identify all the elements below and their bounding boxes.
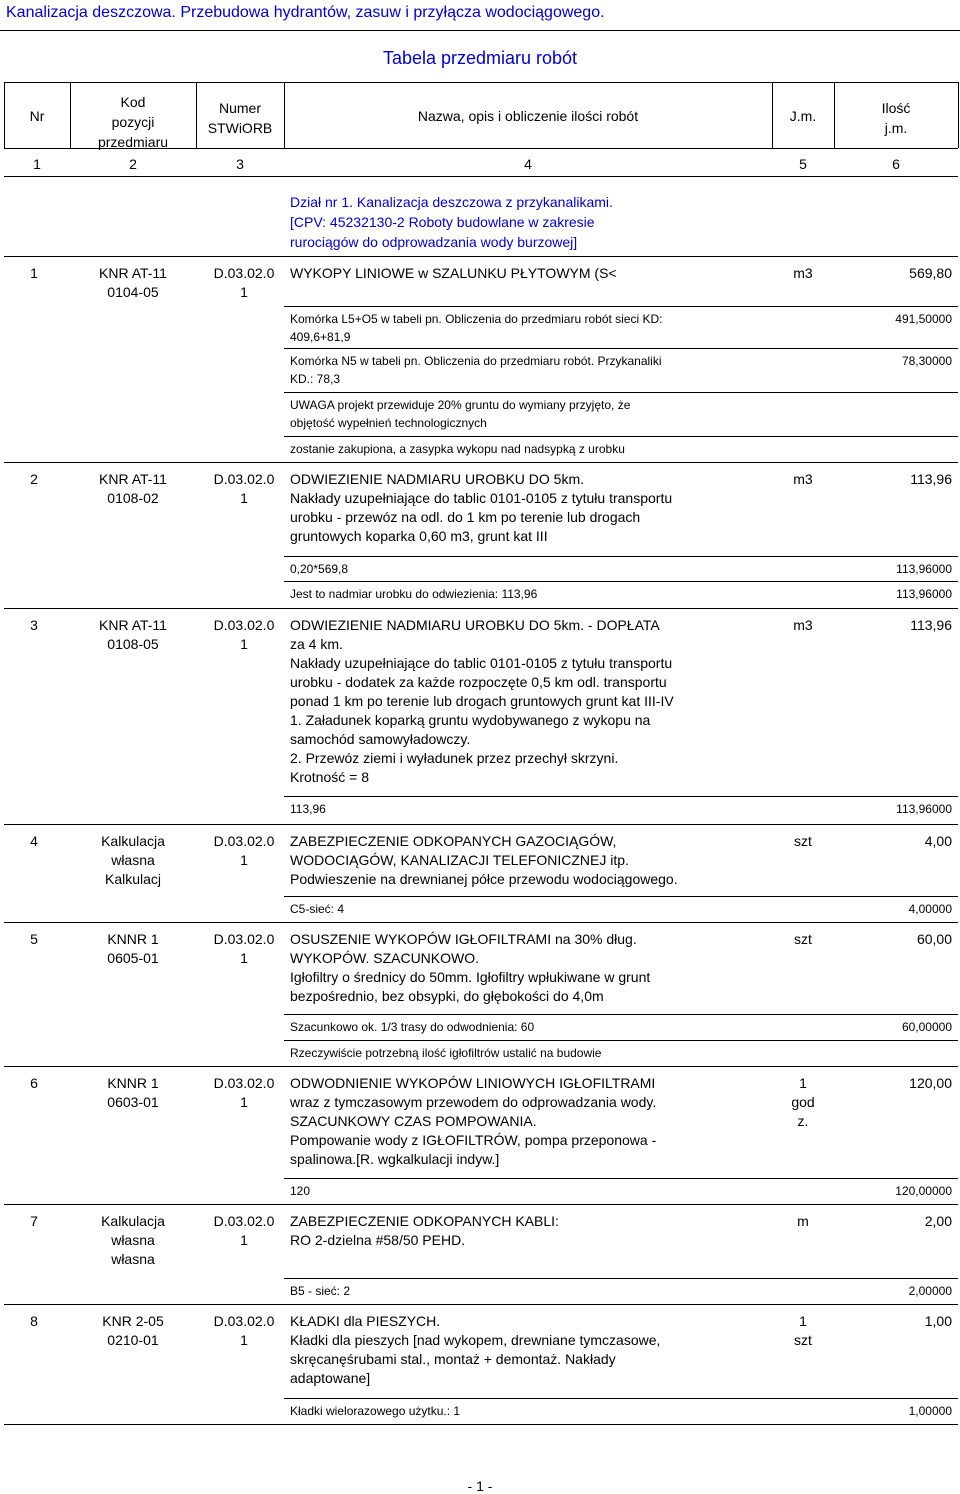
column-number: 2: [129, 156, 137, 172]
row-border: [4, 1424, 958, 1425]
document-header: Kanalizacja deszczowa. Przebudowa hydrantów, zasuw i przyłącza wodociągowego.: [6, 4, 605, 21]
item-name: ZABEZPIECZENIE ODKOPANYCH GAZOCIĄGÓW, WODOCIĄGÓW, KANALIZACJI TELEFONICZNEJ itp. Podwieszenie na drewnianej półce przewodu wodociągowego.: [290, 833, 678, 887]
item-code: KNR AT-11 0108-05: [99, 617, 167, 652]
item-quantity: 113,96: [910, 471, 952, 487]
calc-value: 2,00000: [908, 1284, 952, 1298]
header-column-divider: [834, 82, 835, 148]
calc-divider: [284, 348, 958, 349]
item-name: ODWODNIENIE WYKOPÓW LINIOWYCH IGŁOFILTRAMI wraz z tymczasowym przewodem do odprowadzania wody. SZACUNKOWY CZAS POMPOWANIA. Pompowanie wody z IGŁOFILTRÓW, pompa przeponowa - spalinowa.[R. wgkalkulacji indyw.]: [290, 1075, 657, 1167]
calc-divider: [284, 1278, 958, 1279]
item-name: KŁADKI dla PIESZYCH. Kładki dla pieszych [nad wykopem, drewniane tymczasowe, skręcanęśrubami stal., montaż + demontaż. Nakłady adaptowane]: [290, 1313, 661, 1386]
header-bottom-border: [4, 148, 958, 149]
item-stwiorb: D.03.02.0 1: [213, 1213, 275, 1248]
item-quantity: 569,80: [909, 265, 952, 281]
item-code: KNNR 1 0605-01: [107, 931, 159, 966]
item-stwiorb: D.03.02.0 1: [213, 265, 275, 300]
header-column-divider: [958, 82, 959, 148]
page-number: - 1 -: [467, 1478, 493, 1494]
calc-description: Rzeczywiście potrzebną ilość igłofiltrów ustalić na budowie: [290, 1046, 602, 1060]
item-name: ODWIEZIENIE NADMIARU UROBKU DO 5km. Nakłady uzupełniające do tablic 0101-0105 z tytułu transportu urobku - przewóz na odl. do 1 km po terenie lub drogach gruntowych koparka 0,60 m3, grunt kat III: [290, 471, 673, 544]
item-stwiorb: D.03.02.0 1: [213, 617, 275, 652]
item-name: ODWIEZIENIE NADMIARU UROBKU DO 5km. - DOPŁATA za 4 km. Nakłady uzupełniające do tablic 0101-0105 z tytułu transportu urobku - dodatek za każde rozpoczęte 0,5 km odl. transportu ponad 1 km po terenie lub drogach gruntowych grunt kat III-IV 1. Załadunek koparką gruntu wydobywanego z wykopu na samochód samowyładowczy. 2. Przewóz ziemi i wyładunek przez przechył skrzyni. Krotność = 8: [290, 617, 674, 785]
item-stwiorb: D.03.02.0 1: [213, 1313, 275, 1348]
calc-value: 120,00000: [895, 1184, 952, 1198]
item-number: 4: [30, 833, 38, 849]
item-name: WYKOPY LINIOWE w SZALUNKU PŁYTOWYM (S<: [290, 265, 617, 281]
calc-description: C5-sieć: 4: [290, 902, 345, 916]
row-border: [4, 462, 958, 463]
calc-value: 113,96000: [896, 562, 952, 576]
item-code: Kalkulacja własna własna: [101, 1213, 165, 1267]
row-border: [4, 824, 958, 825]
item-code: Kalkulacja własna Kalkulacj: [101, 833, 165, 887]
section-border: [4, 256, 958, 257]
header-top-border: [4, 82, 958, 83]
calc-description: zostanie zakupiona, a zasypka wykopu nad nadsypką z urobku: [290, 442, 625, 456]
calc-description: Szacunkowo ok. 1/3 trasy do odwodnienia: 60: [290, 1020, 535, 1034]
item-unit: m3: [793, 471, 813, 487]
calc-value: 60,00000: [901, 1020, 952, 1034]
header-column-divider: [70, 82, 71, 148]
item-code: KNR 2-05 0210-01: [102, 1313, 164, 1348]
calc-divider: [284, 556, 958, 557]
calc-divider: [284, 1040, 958, 1041]
calc-value: 4,00000: [908, 902, 952, 916]
row-border: [4, 1066, 958, 1067]
column-header-nazwa: Nazwa, opis i obliczenie ilości robót: [417, 108, 639, 124]
calc-value: 113,96000: [896, 802, 952, 816]
calc-divider: [284, 436, 958, 437]
item-number: 8: [30, 1313, 38, 1329]
item-stwiorb: D.03.02.0 1: [213, 833, 275, 868]
column-number: 4: [524, 156, 532, 172]
calc-divider: [284, 306, 958, 307]
row-border: [4, 922, 958, 923]
item-unit: m3: [793, 265, 813, 281]
calc-description: Jest to nadmiar urobku do odwiezienia: 113,96: [290, 587, 538, 601]
column-number: 5: [799, 156, 807, 172]
item-unit: szt: [794, 833, 812, 849]
page-title: Tabela przedmiaru robót: [382, 48, 578, 68]
row-border: [4, 1304, 958, 1305]
row-border: [4, 1204, 958, 1205]
item-quantity: 113,96: [910, 617, 952, 633]
calc-divider: [284, 796, 958, 797]
column-header-numer: Numer STWiORB: [207, 100, 273, 136]
column-number: 1: [33, 156, 41, 172]
calc-description: B5 - sieć: 2: [290, 1284, 351, 1298]
item-quantity: 2,00: [924, 1213, 952, 1229]
item-stwiorb: D.03.02.0 1: [213, 1075, 275, 1110]
item-name: OSUSZENIE WYKOPÓW IGŁOFILTRAMI na 30% dług. WYKOPÓW. SZACUNKOWO. Igłofiltry o średnicy do 50mm. Igłofiltry wpłukiwane w grunt bezpośrednio, bez obsypki, do głębokości do 4,0m: [290, 931, 651, 1004]
calc-divider: [284, 1014, 958, 1015]
item-stwiorb: D.03.02.0 1: [213, 931, 275, 966]
calc-divider: [284, 581, 958, 582]
header-column-divider: [284, 82, 285, 148]
item-number: 6: [30, 1075, 38, 1091]
calc-description: UWAGA projekt przewiduje 20% gruntu do wymiany przyjęto, że objętość wypełnień technologicznych: [290, 398, 631, 430]
column-number: 3: [236, 156, 244, 172]
item-unit: 1 szt: [794, 1313, 812, 1348]
header-column-divider: [772, 82, 773, 148]
column-header-nr: Nr: [29, 108, 45, 124]
column-header-jm: J.m.: [789, 108, 817, 124]
item-quantity: 4,00: [924, 833, 952, 849]
item-quantity: 1,00: [924, 1313, 952, 1329]
column-header-ilosc: Ilość j.m.: [881, 100, 911, 136]
item-code: KNR AT-11 0104-05: [99, 265, 167, 300]
calc-description: 113,96: [290, 802, 326, 816]
calc-divider: [284, 1178, 958, 1179]
item-unit: szt: [794, 931, 812, 947]
header-column-divider: [4, 82, 5, 148]
item-number: 2: [30, 471, 38, 487]
item-name: ZABEZPIECZENIE ODKOPANYCH KABLI: RO 2-dzielna #58/50 PEHD.: [290, 1213, 559, 1248]
calc-value: 78,30000: [901, 354, 952, 368]
calc-description: Kładki wielorazowego użytku.: 1: [290, 1404, 461, 1418]
column-number-border: [4, 176, 958, 177]
calc-value: 491,50000: [895, 312, 952, 326]
item-unit: m3: [793, 617, 813, 633]
row-border: [4, 608, 958, 609]
column-number: 6: [892, 156, 900, 172]
item-unit: m: [797, 1213, 809, 1229]
calc-divider: [284, 392, 958, 393]
item-number: 1: [30, 265, 38, 281]
item-unit: 1 god z.: [791, 1075, 815, 1129]
calc-divider: [284, 1398, 958, 1399]
calc-description: Komórka N5 w tabeli pn. Obliczenia do przedmiaru robót. Przykanaliki KD.: 78,3: [290, 354, 662, 386]
column-header-kod: Kod pozycji przedmiaru: [97, 94, 169, 150]
header-column-divider: [196, 82, 197, 148]
item-number: 3: [30, 617, 38, 633]
calc-value: 113,96000: [896, 587, 952, 601]
item-code: KNR AT-11 0108-02: [99, 471, 167, 506]
calc-description: 0,20*569,8: [290, 562, 349, 576]
item-stwiorb: D.03.02.0 1: [213, 471, 275, 506]
calc-description: Komórka L5+O5 w tabeli pn. Obliczenia do przedmiaru robót sieci KD: 409,6+81,9: [290, 312, 663, 344]
calc-value: 1,00000: [908, 1404, 952, 1418]
item-number: 5: [30, 931, 38, 947]
calc-description: 120: [290, 1184, 311, 1198]
item-code: KNNR 1 0603-01: [107, 1075, 159, 1110]
calc-divider: [284, 896, 958, 897]
item-quantity: 120,00: [909, 1075, 952, 1091]
item-quantity: 60,00: [916, 931, 952, 947]
section-heading: Dział nr 1. Kanalizacja deszczowa z przykanalikami. [CPV: 45232130-2 Roboty budowlane w zakresie rurociągów do odprowadzania wody burzowej]: [290, 194, 613, 250]
item-number: 7: [30, 1213, 38, 1229]
header-divider: [0, 30, 960, 31]
